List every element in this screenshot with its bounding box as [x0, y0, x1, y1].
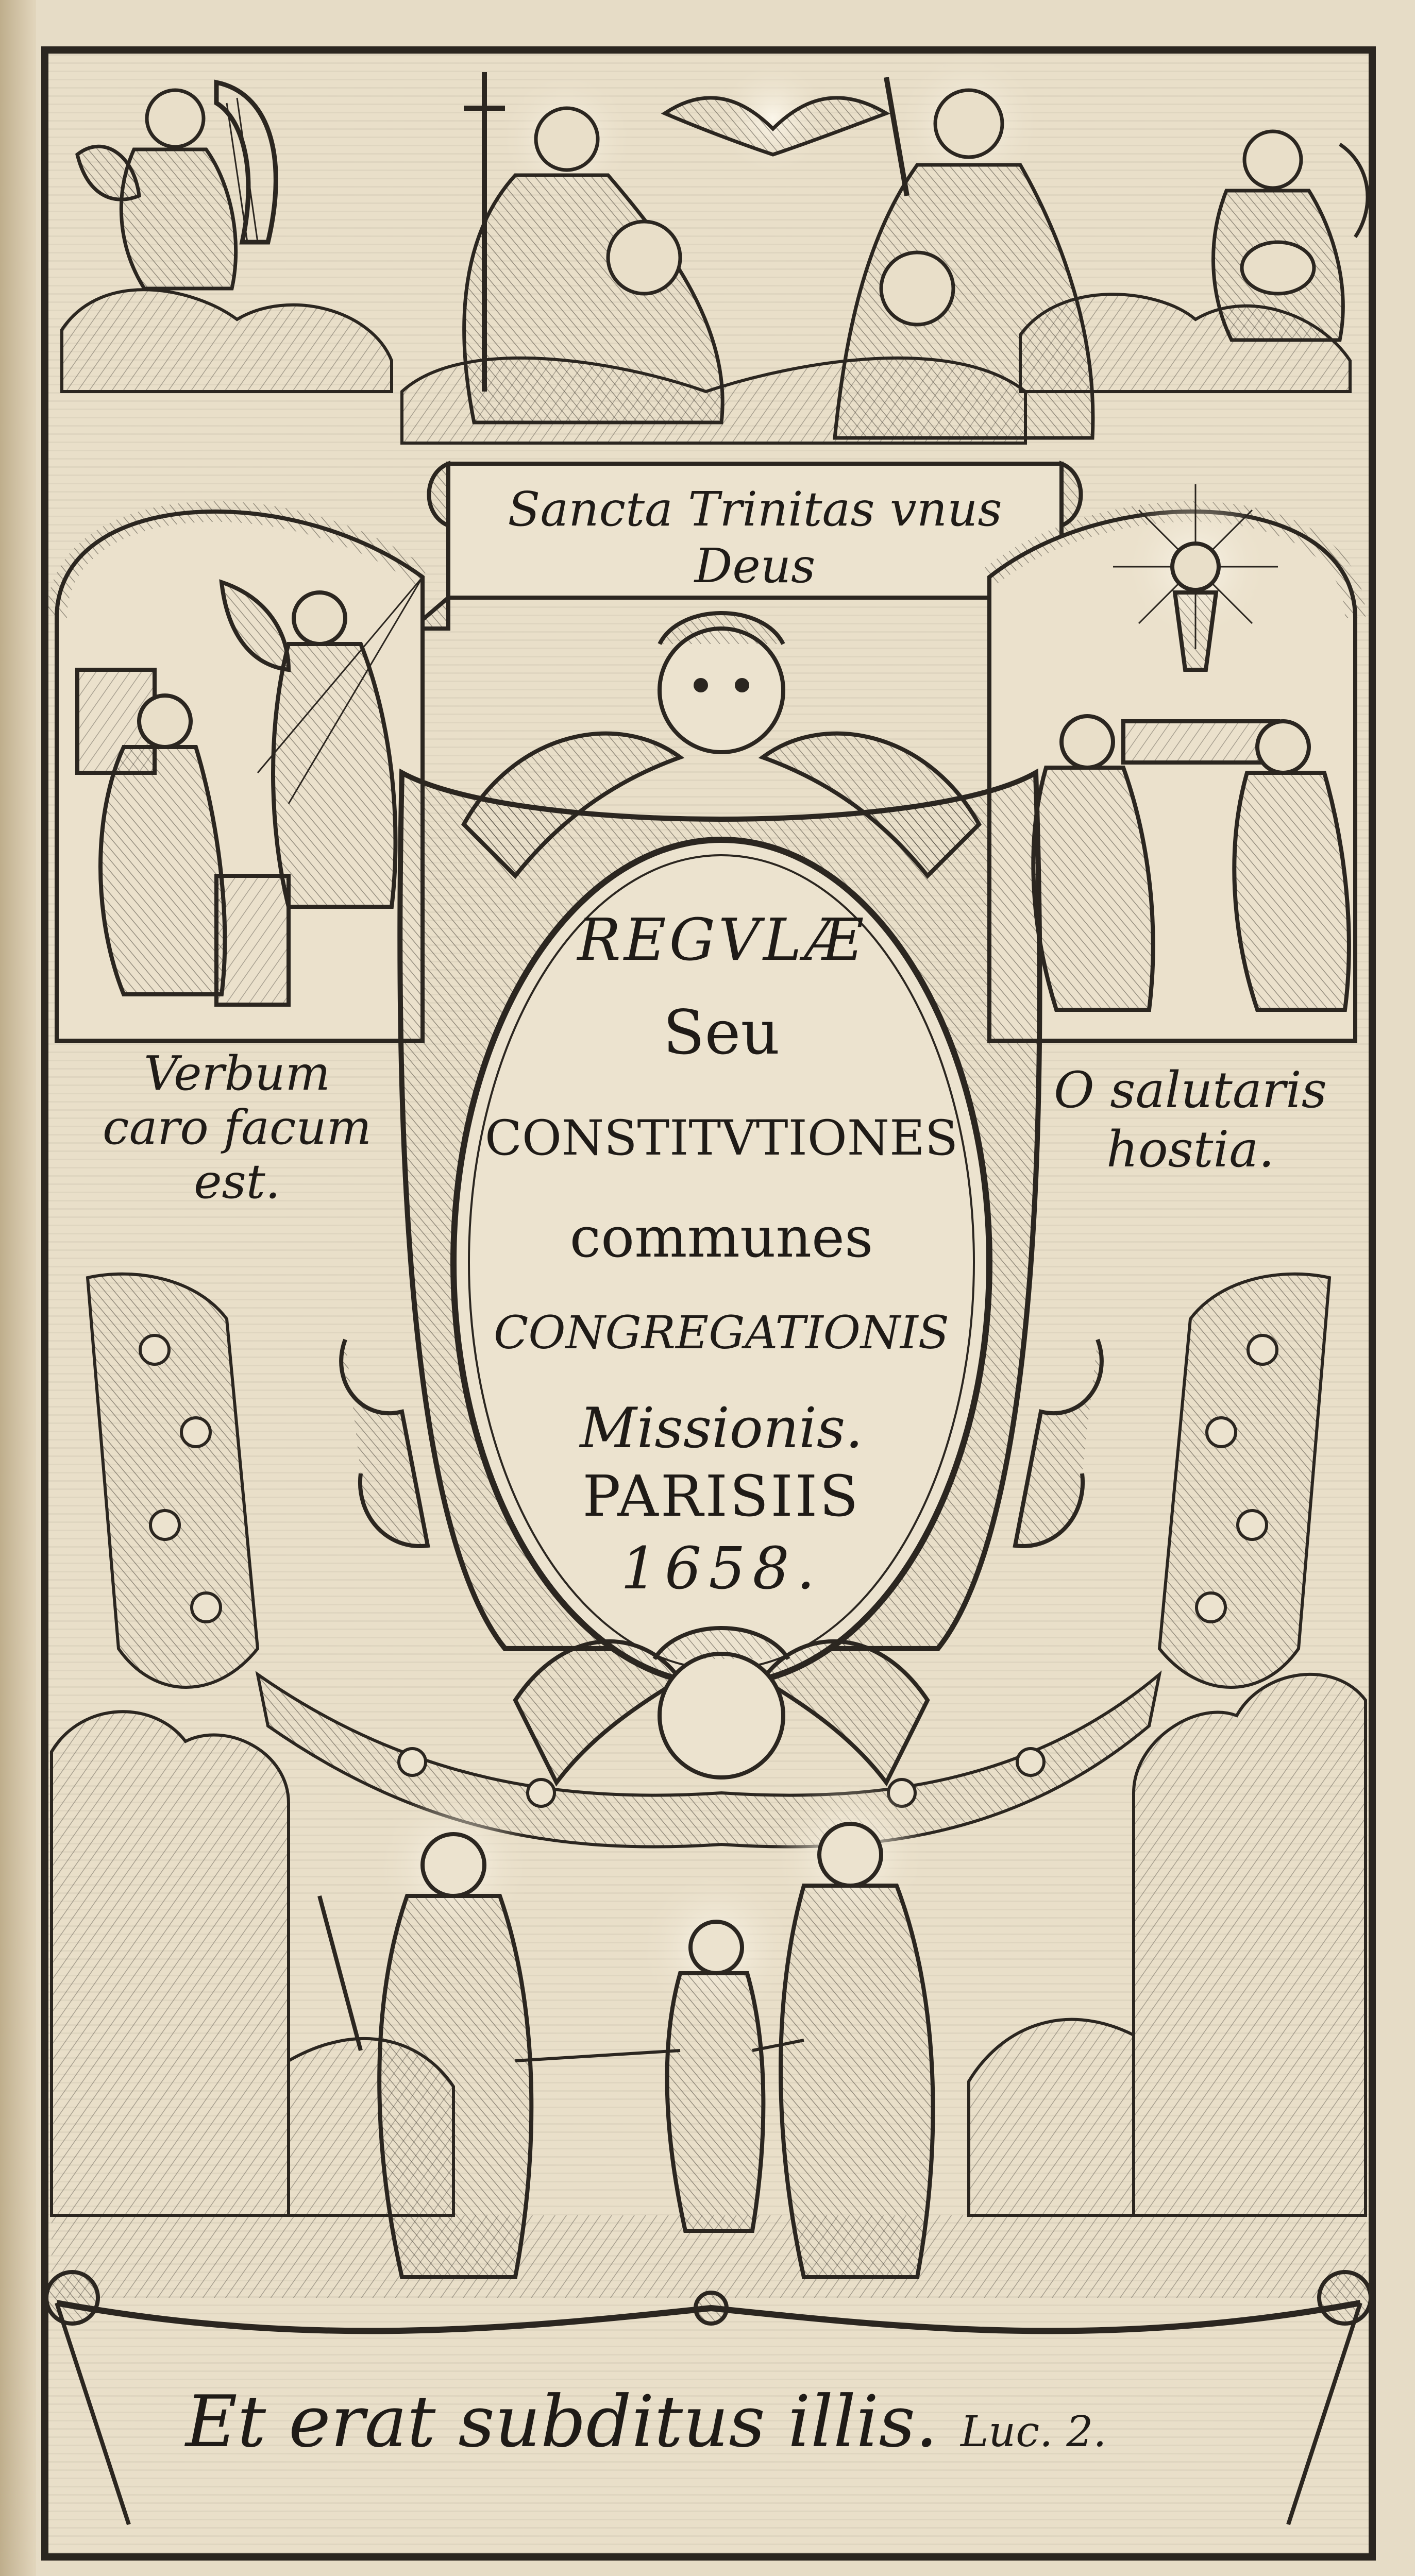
title-line-parisiis: PARISIIS	[582, 1463, 861, 1529]
right-caption-line1: O salutaris	[1054, 1061, 1327, 1119]
holy-family-icon	[319, 1777, 933, 2277]
left-caption-line1: Verbum	[144, 1046, 330, 1101]
title-line-missionis: Missionis.	[580, 1396, 863, 1461]
cherub-head-bottom-icon	[515, 1628, 928, 1783]
bottom-caption	[186, 2380, 1268, 2463]
title-line-congregationis: CONGREGATIONIS	[494, 1306, 949, 1359]
ground-drapery	[46, 2215, 1371, 2524]
lute-angel-icon	[1214, 131, 1368, 340]
title-line-constitutiones: CONSTITVTIONES	[484, 1110, 958, 1166]
left-caption-line2: caro facum	[103, 1100, 372, 1155]
title-line-regulae: REGVLÆ	[577, 907, 866, 974]
title-line-year: 1658.	[620, 1535, 822, 1602]
title-line-communes: communes	[569, 1206, 873, 1270]
top-banner-line2: Deus	[694, 538, 816, 594]
annunciation-scene-icon	[57, 512, 423, 1041]
dove-icon	[665, 62, 886, 175]
harp-angel-icon	[77, 82, 276, 289]
bottom-caption-text: Et erat subditus illis.	[186, 2380, 938, 2463]
top-banner-line1: Sancta Trinitas vnus	[508, 482, 1002, 537]
title-line-seu: Seu	[663, 997, 780, 1068]
bottom-caption-reference: Luc. 2.	[960, 2408, 1107, 2456]
christ-figure-icon	[464, 72, 722, 422]
cartouche-title	[453, 907, 989, 1628]
left-caption-line3: est.	[194, 1154, 280, 1209]
right-caption-line2: hostia.	[1106, 1121, 1274, 1178]
